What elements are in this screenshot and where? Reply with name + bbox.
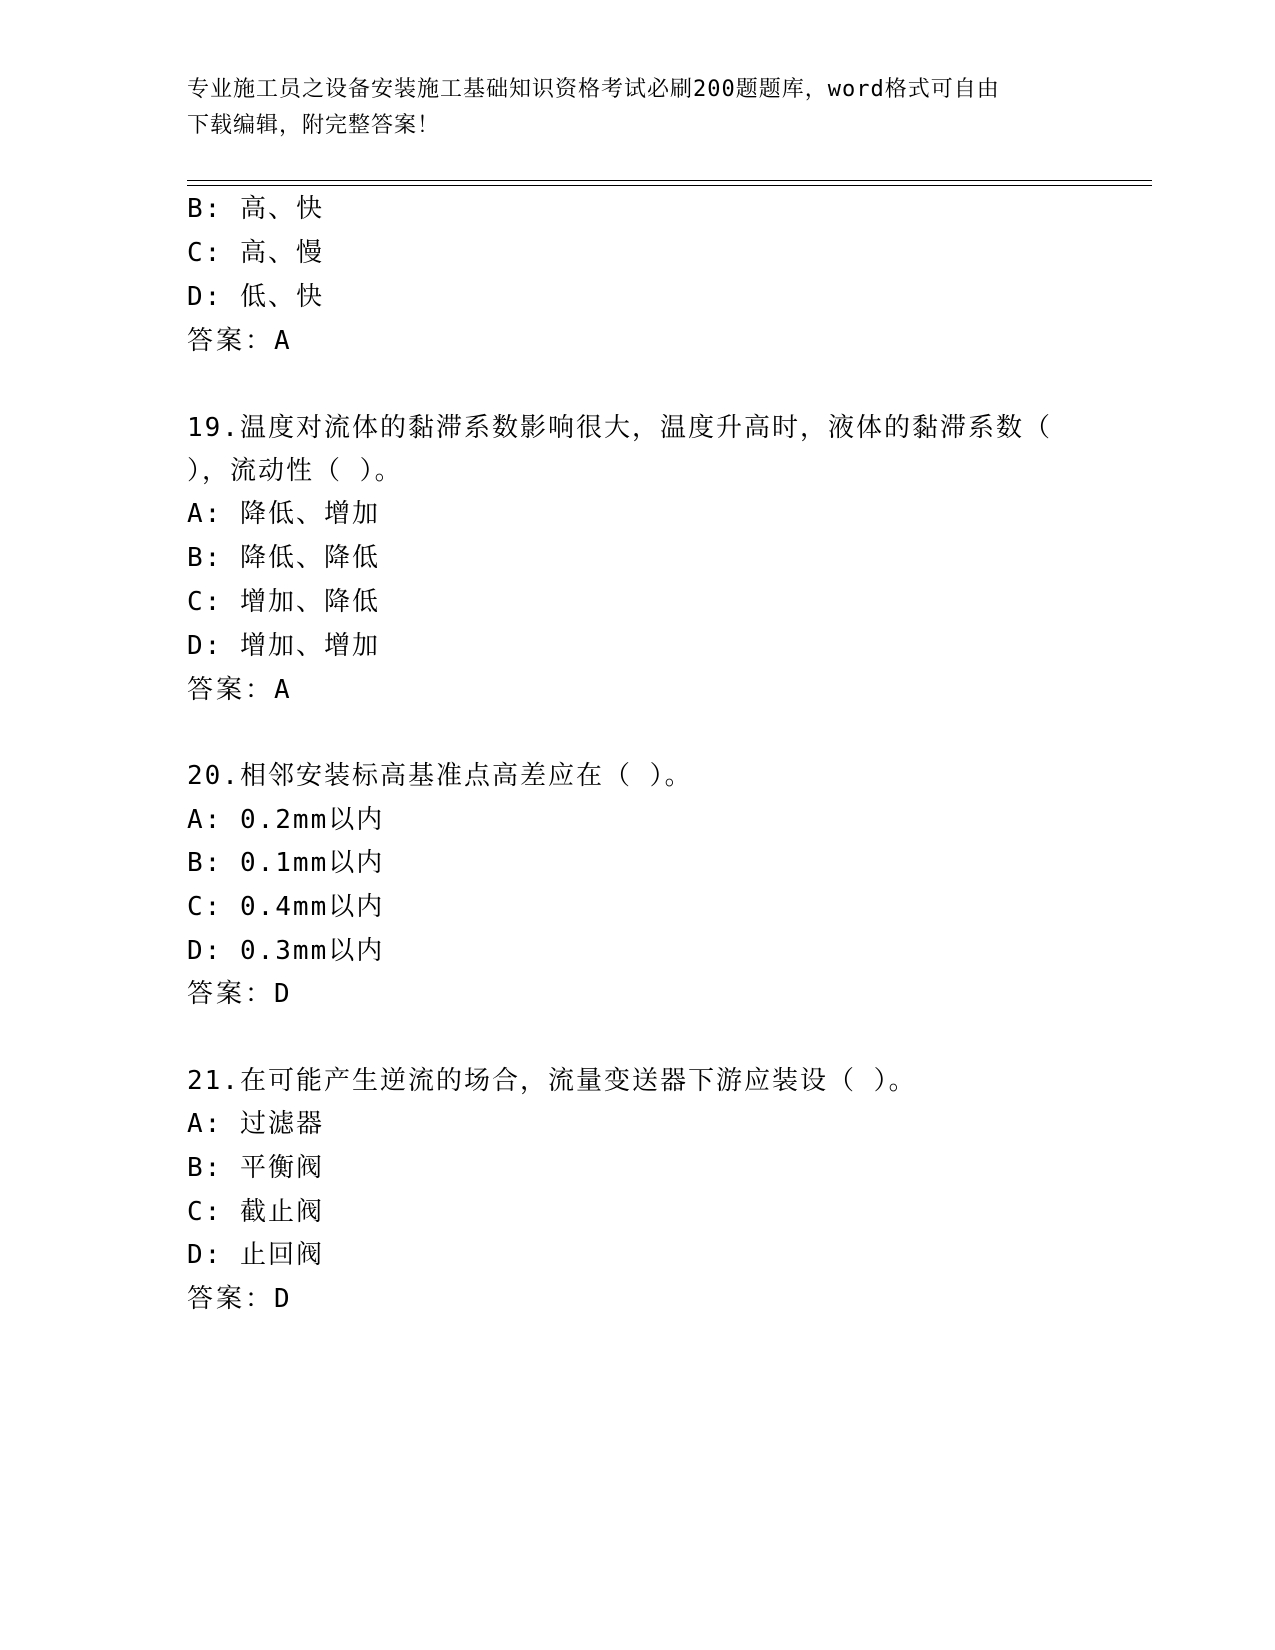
q20-option-d: D: 0.3mm以内: [187, 936, 385, 966]
header-line-2: 下载编辑，附完整答案！: [187, 113, 441, 138]
q18-answer: 答案：A: [187, 326, 293, 356]
q20-answer: 答案：D: [187, 979, 293, 1009]
header-line-1: 专业施工员之设备安装施工基础知识资格考试必刷200题题库，word格式可自由: [187, 77, 1000, 102]
q19-stem-line-1: 19.温度对流体的黏滞系数影响很大，温度升高时，液体的黏滞系数（: [187, 413, 1052, 443]
q18-option-b: B: 高、快: [187, 194, 324, 224]
q19-option-a: A: 降低、增加: [187, 499, 380, 529]
q20-option-a: A: 0.2mm以内: [187, 805, 385, 835]
q20-option-c: C: 0.4mm以内: [187, 892, 385, 922]
header-divider-top: [187, 180, 1152, 181]
q19-option-b: B: 降低、降低: [187, 543, 380, 573]
q19-option-d: D: 增加、增加: [187, 631, 380, 661]
q18-option-c: C: 高、慢: [187, 238, 324, 268]
q20-option-b: B: 0.1mm以内: [187, 848, 385, 878]
q19-stem-line-2: ），流动性（ ）。: [187, 456, 403, 486]
q20-stem: 20.相邻安装标高基准点高差应在（ ）。: [187, 761, 693, 791]
q18-option-d: D: 低、快: [187, 282, 324, 312]
q21-option-b: B: 平衡阀: [187, 1153, 324, 1183]
q21-option-d: D: 止回阀: [187, 1240, 324, 1270]
header-divider-bottom: [187, 185, 1152, 186]
q21-answer: 答案：D: [187, 1284, 293, 1314]
q21-option-a: A: 过滤器: [187, 1109, 324, 1139]
document-header: [187, 72, 1067, 144]
q19-option-c: C: 增加、降低: [187, 587, 380, 617]
q21-option-c: C: 截止阀: [187, 1197, 324, 1227]
q21-stem: 21.在可能产生逆流的场合，流量变送器下游应装设（ ）。: [187, 1066, 917, 1096]
q19-answer: 答案：A: [187, 675, 293, 705]
